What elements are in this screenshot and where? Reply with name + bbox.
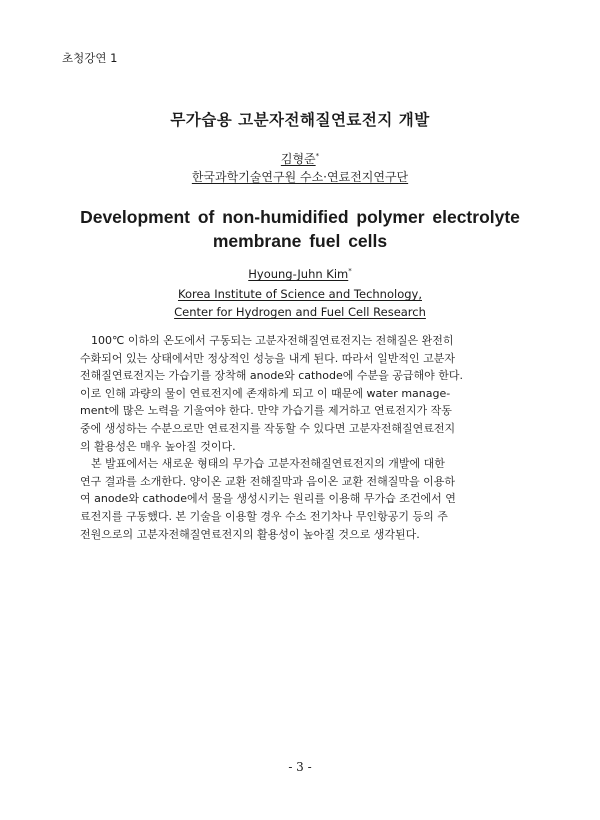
english-affiliation-line: Center for Hydrogen and Fuel Cell Research [174, 305, 426, 319]
abstract-line: 본 발표에서는 새로운 형태의 무가습 고분자전해질연료전지의 개발에 대한 [91, 457, 445, 471]
abstract-line: 수화되어 있는 상태에서만 정상적인 성능을 내게 된다. 따라서 일반적인 고분자 [80, 351, 455, 365]
korean-author [0, 150, 600, 167]
english-title-line: Development of non-humidified polymer electrolyte [80, 207, 520, 227]
english-author-mark: * [348, 267, 352, 276]
abstract-line: ment에 많은 노력을 기울여야 한다. 만약 가습기를 제거하고 연료전지가 작동 [80, 404, 452, 418]
abstract-body [80, 332, 505, 543]
korean-affiliation [0, 168, 600, 185]
english-author-name: Hyoung-Juhn Kim [248, 267, 349, 281]
korean-author-name: 김형준 [280, 152, 316, 166]
abstract-line: 전해질연료전지는 가습기를 장착해 anode와 cathode에 수분을 공급해야 한다. [80, 369, 463, 383]
abstract-line: 료전지를 구동했다. 본 기술을 이용할 경우 수소 전기차나 무인항공기 등의 주 [80, 509, 448, 523]
english-author [0, 267, 600, 281]
english-title [0, 205, 600, 253]
korean-author-mark: * [315, 152, 320, 160]
session-label: 초청강연 1 [62, 51, 118, 65]
english-affiliation [0, 285, 600, 321]
abstract-line: 여 anode와 cathode에서 물을 생성시키는 원리를 이용해 무가습 조건에서 연 [80, 492, 456, 506]
abstract-line: 100℃ 이하의 온도에서 구동되는 고분자전해질연료전지는 전해질은 완전히 [91, 334, 454, 347]
english-affiliation-line: Korea Institute of Science and Technology, [177, 287, 422, 301]
korean-affiliation-text: 한국과학기술연구원 수소·연료전지연구단 [191, 170, 409, 184]
english-title-line: membrane fuel cells [212, 231, 388, 251]
abstract-line: 이로 인해 과량의 물이 연료전지에 존재하게 되고 이 때문에 water manage- [80, 386, 451, 400]
korean-title: 무가습용 고분자전해질연료전지 개발 [170, 111, 430, 129]
abstract-line: 중에 생성하는 수분으로만 연료전지를 작동할 수 있다면 고분자전해질연료전지 [80, 421, 456, 435]
abstract-line: 연구 결과를 소개한다. 양이온 교환 전해질막과 음이온 교환 전해질막을 이용하 [80, 474, 455, 488]
page-number: - 3 - [288, 760, 312, 774]
abstract-line: 전원으로의 고분자전해질연료전지의 활용성이 높아질 것으로 생각된다. [80, 527, 420, 541]
abstract-line: 의 활용성은 매우 높아질 것이다. [80, 439, 236, 453]
